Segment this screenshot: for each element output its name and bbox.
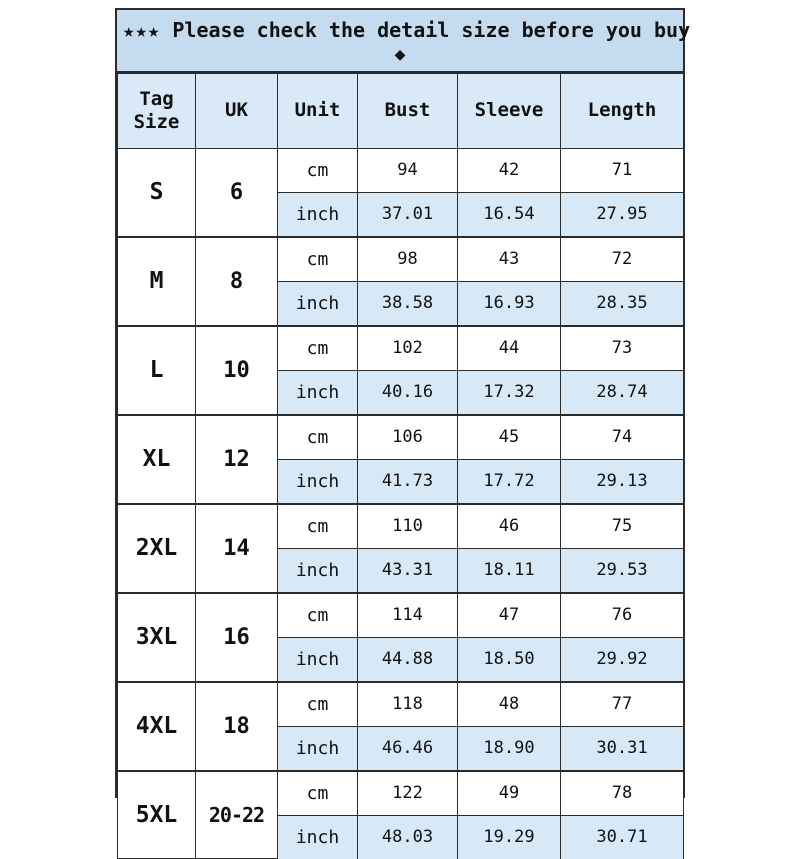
header-title-text: Please check the detail size before you buy xyxy=(172,18,691,42)
cell-sleeve-cm: 47 xyxy=(458,593,561,638)
table-row xyxy=(118,326,684,371)
cell-sleeve-inch: 18.11 xyxy=(458,548,561,593)
cell-length-cm: 72 xyxy=(561,237,684,282)
cell-unit-cm: cm xyxy=(278,504,358,549)
cell-bust-cm: 106 xyxy=(358,415,458,460)
cell-sleeve-inch: 18.90 xyxy=(458,726,561,771)
cell-length-inch: 30.31 xyxy=(561,726,684,771)
table-header-row xyxy=(118,73,684,148)
column-header-tag-size: Tag Size xyxy=(118,73,196,148)
column-header-sleeve: Sleeve xyxy=(458,73,561,148)
cell-tag-size: 3XL xyxy=(118,593,196,682)
cell-unit-inch: inch xyxy=(278,637,358,682)
cell-unit-cm: cm xyxy=(278,148,358,192)
cell-length-cm: 74 xyxy=(561,415,684,460)
table-row xyxy=(118,771,684,816)
table-row xyxy=(118,593,684,638)
cell-bust-inch: 37.01 xyxy=(358,192,458,237)
table-row xyxy=(118,148,684,192)
cell-unit-inch: inch xyxy=(278,192,358,237)
cell-length-inch: 27.95 xyxy=(561,192,684,237)
cell-tag-size: 4XL xyxy=(118,682,196,771)
cell-sleeve-inch: 17.72 xyxy=(458,459,561,504)
cell-uk-size: 12 xyxy=(196,415,278,504)
cell-sleeve-cm: 42 xyxy=(458,148,561,192)
cell-bust-inch: 46.46 xyxy=(358,726,458,771)
cell-bust-cm: 102 xyxy=(358,326,458,371)
cell-length-cm: 78 xyxy=(561,771,684,816)
cell-unit-inch: inch xyxy=(278,548,358,593)
cell-length-inch: 30.71 xyxy=(561,815,684,859)
column-header-length: Length xyxy=(561,73,684,148)
cell-unit-inch: inch xyxy=(278,281,358,326)
table-head xyxy=(118,73,684,148)
cell-uk-size: 18 xyxy=(196,682,278,771)
cell-length-cm: 73 xyxy=(561,326,684,371)
cell-bust-cm: 114 xyxy=(358,593,458,638)
table-body xyxy=(118,148,684,859)
cell-bust-inch: 41.73 xyxy=(358,459,458,504)
cell-bust-inch: 43.31 xyxy=(358,548,458,593)
cell-sleeve-cm: 46 xyxy=(458,504,561,549)
cell-length-cm: 76 xyxy=(561,593,684,638)
cell-tag-size: 2XL xyxy=(118,504,196,593)
cell-uk-size: 14 xyxy=(196,504,278,593)
table-row xyxy=(118,682,684,727)
cell-length-cm: 75 xyxy=(561,504,684,549)
cell-unit-cm: cm xyxy=(278,237,358,282)
cell-unit-cm: cm xyxy=(278,415,358,460)
cell-bust-cm: 118 xyxy=(358,682,458,727)
column-header-uk: UK xyxy=(196,73,278,148)
cell-tag-size: 5XL xyxy=(118,771,196,859)
cell-uk-size: 20-22 xyxy=(196,771,278,859)
cell-unit-inch: inch xyxy=(278,459,358,504)
cell-unit-cm: cm xyxy=(278,326,358,371)
cell-sleeve-cm: 45 xyxy=(458,415,561,460)
cell-sleeve-inch: 16.54 xyxy=(458,192,561,237)
cell-length-cm: 71 xyxy=(561,148,684,192)
cell-unit-inch: inch xyxy=(278,726,358,771)
chart-header-title xyxy=(123,18,691,44)
cell-uk-size: 6 xyxy=(196,148,278,237)
cell-length-cm: 77 xyxy=(561,682,684,727)
cell-bust-inch: 40.16 xyxy=(358,370,458,415)
cell-sleeve-cm: 48 xyxy=(458,682,561,727)
cell-length-inch: 28.74 xyxy=(561,370,684,415)
chart-header xyxy=(117,10,691,73)
cell-tag-size: M xyxy=(118,237,196,326)
table-row xyxy=(118,504,684,549)
stars-icon: ★★★ xyxy=(123,20,161,42)
cell-sleeve-inch: 17.32 xyxy=(458,370,561,415)
cell-length-inch: 29.92 xyxy=(561,637,684,682)
diamond-icon: ◆ xyxy=(394,43,406,65)
table-row xyxy=(118,237,684,282)
cell-sleeve-cm: 49 xyxy=(458,771,561,816)
cell-tag-size: XL xyxy=(118,415,196,504)
size-table xyxy=(117,73,684,859)
cell-sleeve-inch: 18.50 xyxy=(458,637,561,682)
cell-unit-cm: cm xyxy=(278,682,358,727)
cell-bust-cm: 122 xyxy=(358,771,458,816)
cell-bust-cm: 98 xyxy=(358,237,458,282)
column-header-bust: Bust xyxy=(358,73,458,148)
cell-bust-cm: 94 xyxy=(358,148,458,192)
cell-sleeve-cm: 44 xyxy=(458,326,561,371)
size-chart xyxy=(115,8,691,848)
cell-length-inch: 29.53 xyxy=(561,548,684,593)
cell-sleeve-inch: 19.29 xyxy=(458,815,561,859)
cell-bust-inch: 44.88 xyxy=(358,637,458,682)
cell-tag-size: S xyxy=(118,148,196,237)
cell-bust-inch: 38.58 xyxy=(358,281,458,326)
cell-unit-inch: inch xyxy=(278,370,358,415)
cell-unit-cm: cm xyxy=(278,593,358,638)
cell-unit-inch: inch xyxy=(278,815,358,859)
cell-uk-size: 10 xyxy=(196,326,278,415)
cell-length-inch: 29.13 xyxy=(561,459,684,504)
cell-unit-cm: cm xyxy=(278,771,358,816)
cell-sleeve-inch: 16.93 xyxy=(458,281,561,326)
cell-bust-cm: 110 xyxy=(358,504,458,549)
cell-tag-size: L xyxy=(118,326,196,415)
column-header-unit: Unit xyxy=(278,73,358,148)
cell-sleeve-cm: 43 xyxy=(458,237,561,282)
cell-bust-inch: 48.03 xyxy=(358,815,458,859)
cell-uk-size: 16 xyxy=(196,593,278,682)
cell-uk-size: 8 xyxy=(196,237,278,326)
cell-length-inch: 28.35 xyxy=(561,281,684,326)
table-row xyxy=(118,415,684,460)
